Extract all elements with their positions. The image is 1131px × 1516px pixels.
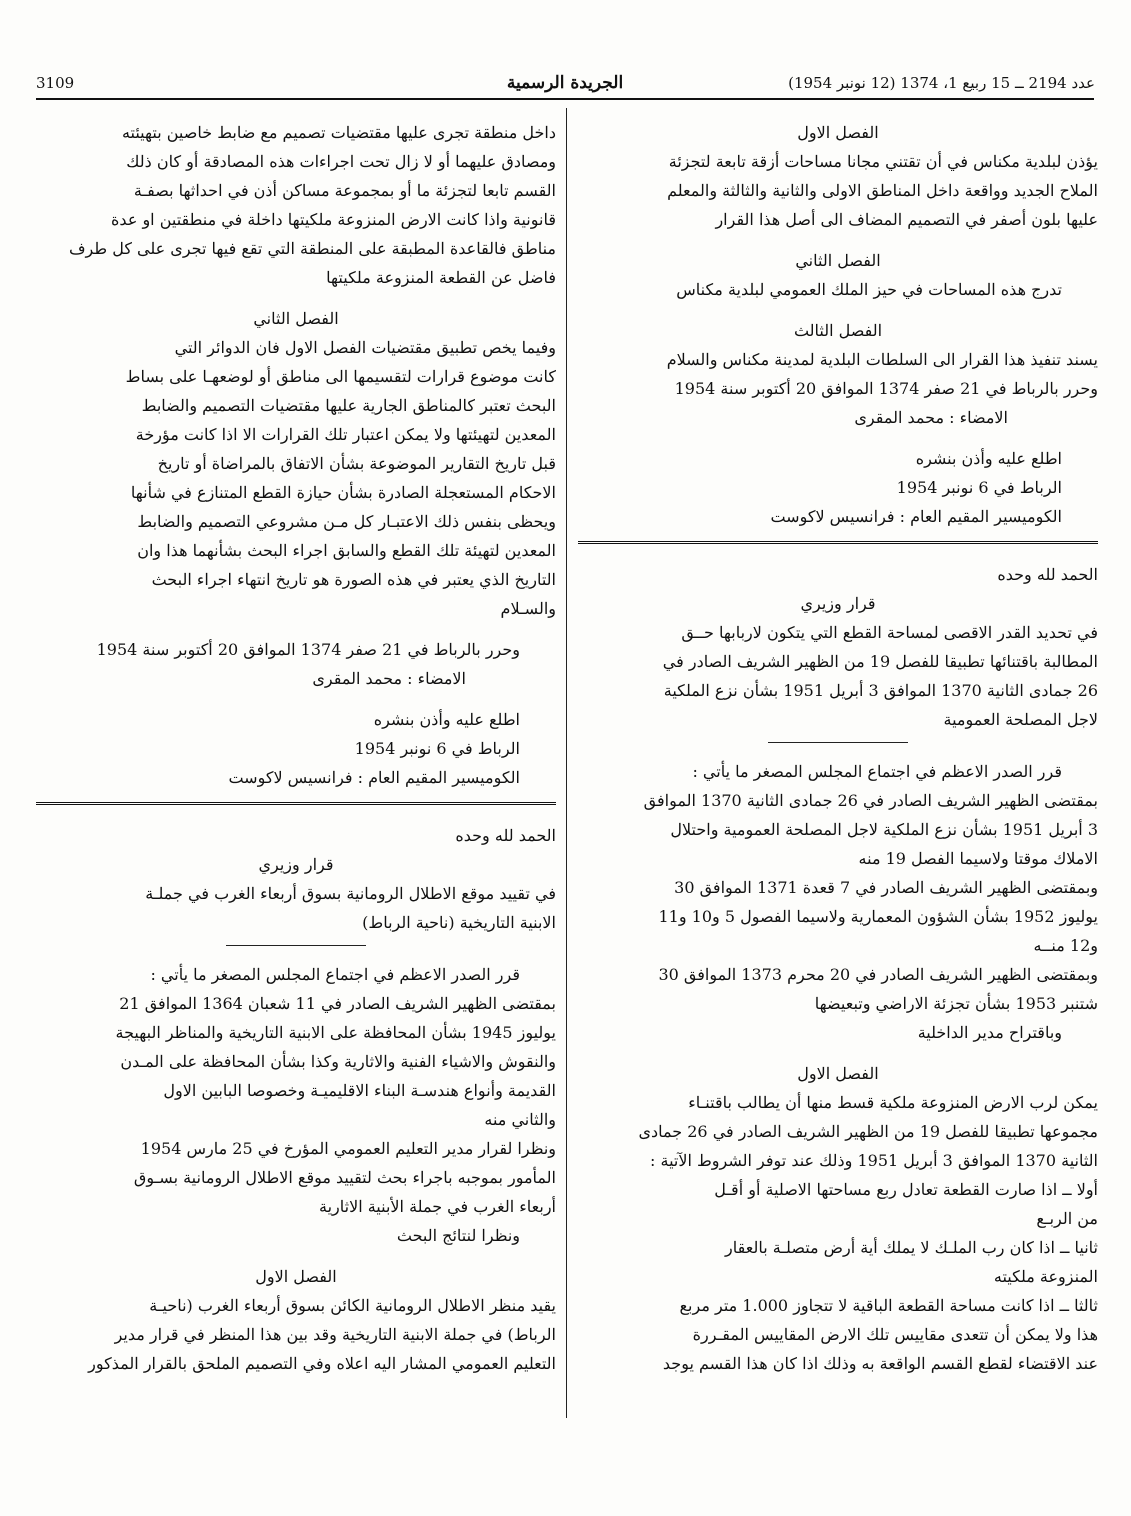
praise-line: الحمد لله وحده — [997, 565, 1098, 584]
chapter-line: قبل تاريخ التقارير الموضوعة بشأن الاتفاق بالمراضاة أو تاريخ — [157, 454, 556, 473]
chapter-line: وفيما يخص تطبيق مقتضيات الفصل الاول فان الدوائر التي — [174, 338, 556, 357]
newspaper-title: الجريدة الرسمية — [506, 73, 624, 93]
chapter-line: المعدين لتهيئتها ولا يمكن اعتبار تلك القرارات الا اذا كانت مؤرخة — [135, 425, 556, 444]
final-line: هذا ولا يمكن أن تتعدى مقاييس تلك الارض المقاييس المقـررة — [692, 1325, 1098, 1344]
decision-intro: قرر الصدر الاعظم في اجتماع المجلس المصغر ما يأتي : — [692, 762, 1062, 781]
condition-line: من الربـع — [1036, 1209, 1098, 1228]
recital-line: بمقتضى الظهير الشريف الصادر في 11 شعبان 1364 الموافق 21 — [119, 994, 556, 1013]
decree-subject-line: في تقييد موقع الاطلال الرومانية بسوق أربعاء الغرب في جملـة — [145, 884, 556, 903]
chapter-heading: الفصل الاول — [797, 123, 879, 142]
chapter-line: الاحكام المستعجلة الصادرة بشأن حيازة القطع المتنازع في شأنها — [130, 483, 556, 502]
recital-line: ونظرا لقرار مدير التعليم العمومي المؤرخ في 25 مارس 1954 — [140, 1139, 556, 1158]
condition-line: ثالثا ــ اذا كانت مساحة القطعة الباقية لا تتجاوز 1.000 متر مربع — [679, 1296, 1098, 1315]
chapter-line: التاريخ الذي يعتبر في هذه الصورة هو تاريخ انتهاء اجراء البحث — [151, 570, 556, 589]
chapter-line: كانت موضوع قرارات لتقسيمها الى مناطق أو لوضعهـا على بساط — [125, 367, 556, 386]
paragraph-line: الملاح الجديد وواقعة داخل المناطق الاولى والثانية والثالثة والمعلم — [667, 181, 1098, 200]
decree-title: قرار وزيري — [800, 594, 876, 613]
recital-line: يوليوز 1945 بشأن المحافظة على الابنية التاريخية والمناظر البهيجة — [115, 1023, 556, 1042]
condition-line: المنزوعة ملكيته — [993, 1267, 1098, 1286]
decree-subject-line: 26 جمادى الثانية 1370 الموافق 3 أبريل 1951 بشأن نزع الملكية — [663, 681, 1098, 700]
decision-intro: قرر الصدر الاعظم في اجتماع المجلس المصغر ما يأتي : — [150, 965, 520, 984]
chapter-line: البحث تعتبر كالمناطق الجارية عليها مقتضيات التصميم والضابط — [141, 396, 556, 415]
dated-line: وحرر بالرباط في 21 صفر 1374 الموافق 20 أكتوبر سنة 1954 — [674, 379, 1098, 398]
recital-line: 3 أبريل 1951 بشأن نزع الملكية لاجل المصلحة العمومية واحتلال — [670, 820, 1098, 839]
resident-general: الكوميسير المقيم العام : فرانسيس لاكوست — [770, 507, 1062, 526]
signature: الامضاء : محمد المقرى — [854, 408, 1008, 427]
article-heading: الفصل الاول — [797, 1064, 879, 1083]
recital-line: الاملاك موقتا ولاسيما الفصل 19 منه — [858, 849, 1098, 868]
page-number: 3109 — [36, 74, 75, 92]
continuation-line: مناطق فالقاعدة المطبقة على المنطقة التي تقع فيها تجرى على كل طرف — [68, 239, 556, 258]
paragraph-line: يسند تنفيذ هذا القرار الى السلطات البلدية لمدينة مكناس والسلام — [666, 350, 1098, 369]
short-divider — [226, 945, 366, 946]
seen-date: الرباط في 6 نونبر 1954 — [896, 478, 1062, 497]
decree-subject-line: في تحديد القدر الاقصى لمساحة القطع التي يتكون لاربابها حــق — [681, 623, 1098, 642]
chapter-heading: الفصل الثاني — [253, 309, 339, 328]
continuation-line: ومصادق عليهما أو لا زال تحت اجراءات هذه المصادقة أو كان ذلك — [126, 152, 556, 171]
article-line: الرباط) في جملة الابنية التاريخية وقد بين هذا المنظر في قرار مدير — [114, 1325, 556, 1344]
continuation-line: قانونية واذا كانت الارض المنزوعة ملكيتها داخلة في منطقتين او عدة — [111, 210, 556, 229]
header-rule — [36, 98, 1094, 100]
signature: الامضاء : محمد المقرى — [312, 669, 466, 688]
praise-line: الحمد لله وحده — [455, 826, 556, 845]
resident-general: الكوميسير المقيم العام : فرانسيس لاكوست — [228, 768, 520, 787]
section-divider — [36, 802, 556, 805]
seen-line: اطلع عليه وأذن بنشره — [373, 710, 520, 729]
recital-line: وبمقتضى الظهير الشريف الصادر في 20 محرم 1373 الموافق 30 — [658, 965, 1098, 984]
decree-subject-line: الابنية التاريخية (ناحية الرباط) — [362, 913, 556, 932]
left-column — [36, 118, 556, 1378]
final-line: عند الاقتضاء لقطع القسم الواقعة به وذلك اذا كان هذا القسم يوجد — [662, 1354, 1098, 1373]
chapter-line: ويحظى بنفس ذلك الاعتبـار كل مـن مشروعي التصميم والضابط — [137, 512, 556, 531]
continuation-line: فاضل عن القطعة المنزوعة ملكيتها — [326, 268, 556, 287]
column-separator — [566, 108, 567, 1418]
seen-date: الرباط في 6 نونبر 1954 — [354, 739, 520, 758]
article-line: الثانية 1370 الموافق 3 أبريل 1951 وذلك عند توفر الشروط الآتية : — [650, 1151, 1098, 1170]
recital-line: شتنبر 1953 بشأن تجزئة الاراضي وتبعيضها — [814, 994, 1098, 1013]
decree-title: قرار وزيري — [258, 855, 334, 874]
short-divider — [768, 742, 908, 743]
recital-line: بمقتضى الظهير الشريف الصادر في 26 جمادى الثانية 1370 الموافق — [643, 791, 1098, 810]
chapter-heading: الفصل الثاني — [795, 251, 881, 270]
chapter-line: والسـلام — [500, 599, 556, 618]
recital-line: وباقتراح مدير الداخلية — [917, 1023, 1062, 1042]
recital-line: المأمور بموجبه باجراء بحث لتقييد موقع الاطلال الرومانية بسـوق — [133, 1168, 556, 1187]
chapter-line: المعدين لتهيئة تلك القطع والسابق اجراء البحث بشأنهما هذا وان — [137, 541, 556, 560]
article-heading: الفصل الاول — [255, 1267, 337, 1286]
article-line: مجموعها تطبيقا للفصل 19 من الظهير الشريف الصادر في 26 جمادى — [638, 1122, 1098, 1141]
condition-line: أولا ــ اذا صارت القطعة تعادل ربع مساحتها الاصلية أو أقـل — [714, 1180, 1098, 1199]
paragraph-line: يؤذن لبلدية مكناس في أن تقتني مجانا مساحات أزقة تابعة لتجزئة — [668, 152, 1098, 171]
recital-line: أربعاء الغرب في جملة الأبنية الاثارية — [318, 1197, 556, 1216]
decree-subject-line: المطالبة باقتنائها تطبيقا للفصل 19 من الظهير الشريف الصادر في — [662, 652, 1098, 671]
article-line: يمكن لرب الارض المنزوعة ملكية قسط منها أن يطالب باقتنـاء — [688, 1093, 1098, 1112]
article-line: التعليم العمومي المشار اليه اعلاه وفي التصميم الملحق بالقرار المذكور — [88, 1354, 556, 1373]
right-column — [578, 118, 1098, 1378]
seen-line: اطلع عليه وأذن بنشره — [915, 449, 1062, 468]
section-divider — [578, 541, 1098, 544]
paragraph-line: تدرج هذه المساحات في حيز الملك العمومي لبلدية مكناس — [676, 280, 1062, 299]
recital-line: القديمة وأنواع هندسـة البناء الاقليميـة وخصوصا البابين الاول — [163, 1081, 556, 1100]
chapter-heading: الفصل الثالث — [793, 321, 883, 340]
continuation-line: القسم تابعا لتجزئة ما أو بمجموعة مساكن أذن في احداثها بصفـة — [133, 181, 556, 200]
recital-line: وبمقتضى الظهير الشريف الصادر في 7 قعدة 1371 الموافق 30 — [674, 878, 1098, 897]
decree-subject-line: لاجل المصلحة العمومية — [943, 710, 1098, 729]
issue-info: عدد 2194 ــ 15 ربيع 1، 1374 (12 نونبر 1954) — [788, 74, 1095, 92]
recital-line: يوليوز 1952 بشأن الشؤون المعمارية ولاسيما الفصول 5 و10 و11 — [658, 907, 1098, 926]
recital-line: والنقوش والاشياء الفنية والاثارية وكذا بشأن المحافظة على المـدن — [120, 1052, 556, 1071]
recital-line: ونظرا لنتائج البحث — [396, 1226, 520, 1245]
article-line: يقيد منظر الاطلال الرومانية الكائن بسوق أربعاء الغرب (ناحيـة — [149, 1296, 556, 1315]
paragraph-line: عليها بلون أصفر في التصميم المضاف الى أصل هذا القرار — [715, 210, 1098, 229]
recital-line: و12 منــه — [1033, 936, 1098, 955]
recital-line: والثاني منه — [484, 1110, 556, 1129]
dated-line: وحرر بالرباط في 21 صفر 1374 الموافق 20 أكتوبر سنة 1954 — [96, 640, 520, 659]
continuation-line: داخل منطقة تجرى عليها مقتضيات تصميم مع ضابط خاصين بتهيئته — [121, 123, 556, 142]
condition-line: ثانيا ــ اذا كان رب الملـك لا يملك أية أرض متصلـة بالعقار — [725, 1238, 1098, 1257]
